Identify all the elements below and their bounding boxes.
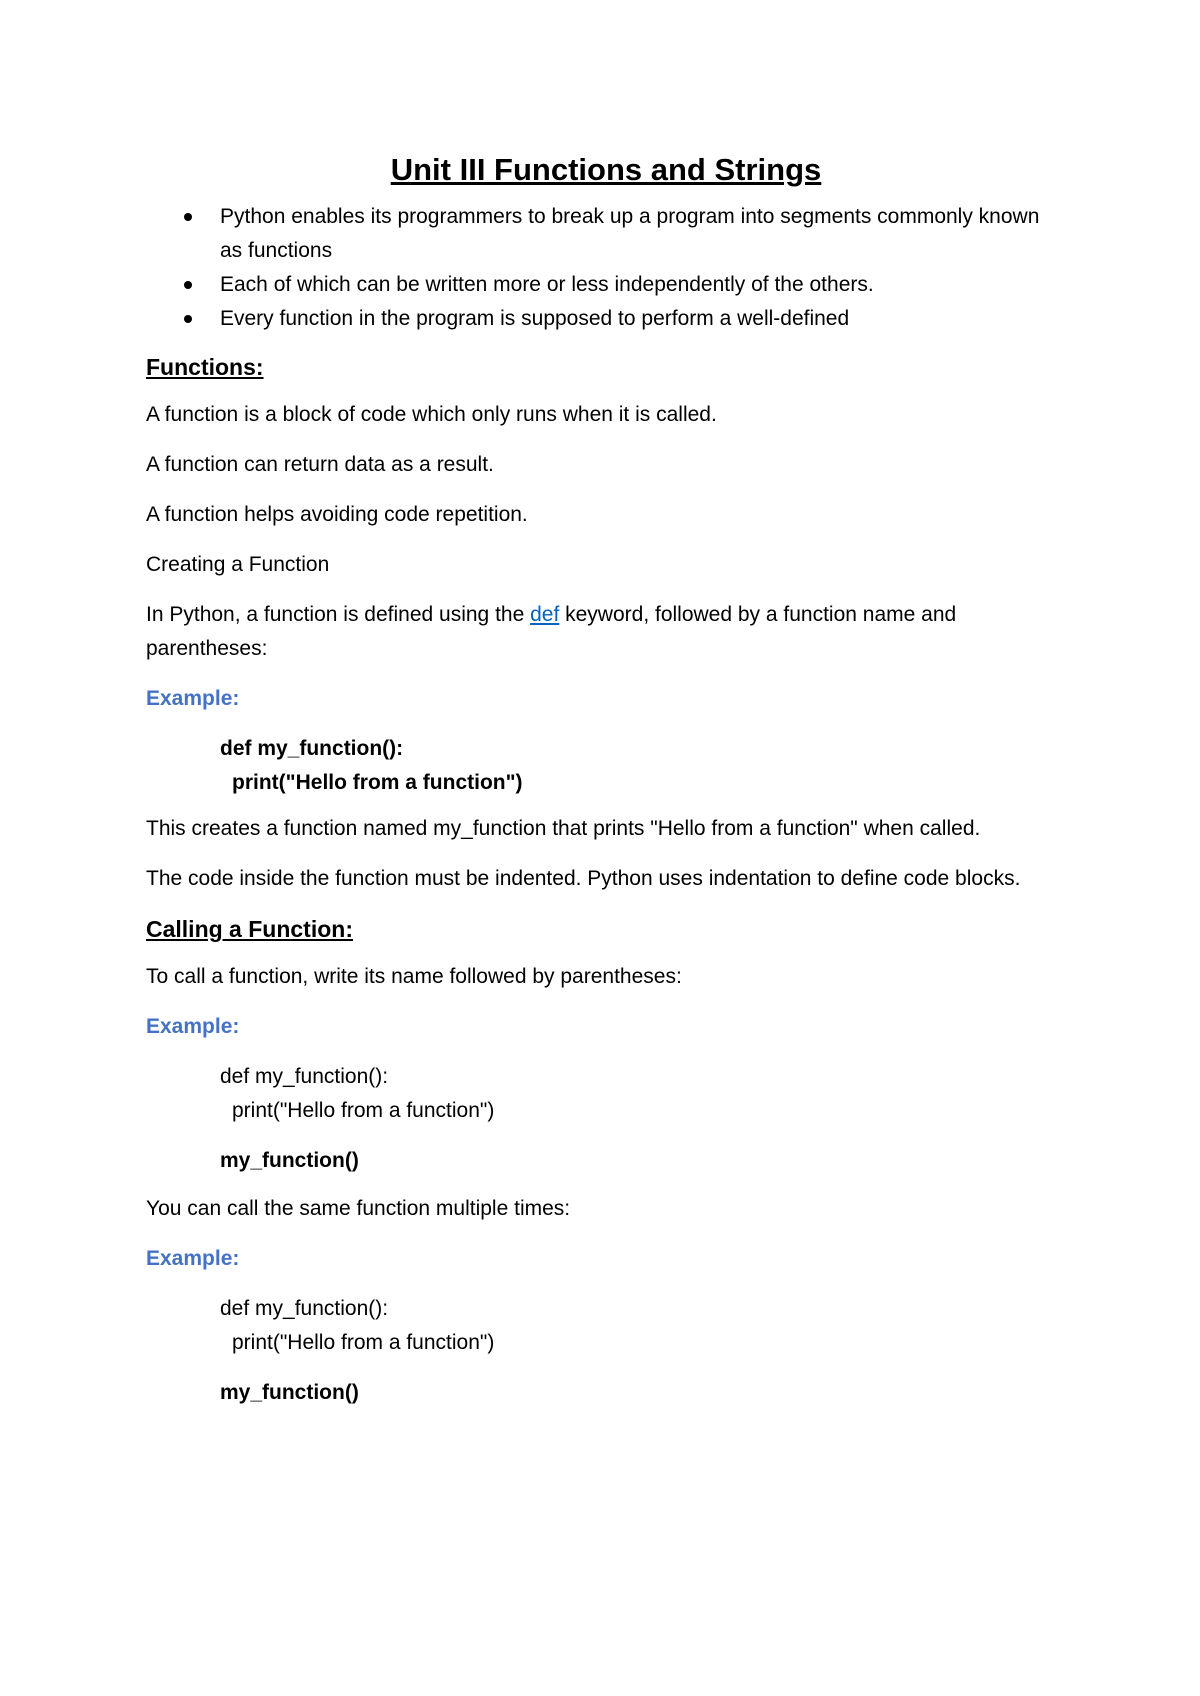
def-keyword-paragraph	[146, 598, 1066, 666]
example-label: Example:	[146, 1247, 240, 1270]
code-line: def my_function():	[220, 1297, 389, 1320]
creating-function-subheading: Creating a Function	[146, 553, 330, 576]
code-line: print("Hello from a function")	[232, 1099, 495, 1122]
paragraph: A function is a block of code which only runs when it is called.	[146, 403, 717, 426]
list-item	[220, 302, 1066, 336]
bullet-text: Python enables its programmers to break up a program into segments commonly known as functions	[220, 205, 1040, 262]
bullet-icon	[184, 281, 192, 289]
code-line: print("Hello from a function")	[232, 771, 523, 794]
code-block	[220, 732, 1066, 800]
code-line: def my_function():	[220, 737, 404, 760]
example-label: Example:	[146, 1015, 240, 1038]
functions-heading: Functions:	[146, 354, 264, 380]
intro-bullet-list	[146, 200, 1066, 336]
code-line: def my_function():	[220, 1065, 389, 1088]
document-content	[146, 148, 1066, 1424]
list-item	[220, 268, 1066, 302]
code-line: print("Hello from a function")	[232, 1331, 495, 1354]
paragraph: You can call the same function multiple times:	[146, 1197, 571, 1220]
paragraph: A function can return data as a result.	[146, 453, 494, 476]
bullet-text: Every function in the program is supposed to perform a well-defined	[220, 307, 850, 330]
list-item	[220, 200, 1066, 268]
paragraph: The code inside the function must be indented. Python uses indentation to define code blocks.	[146, 867, 1021, 890]
paragraph: A function helps avoiding code repetition.	[146, 503, 528, 526]
paragraph: This creates a function named my_function that prints "Hello from a function" when called.	[146, 817, 981, 840]
code-block	[220, 1292, 1066, 1360]
bullet-icon	[184, 315, 192, 323]
paragraph: To call a function, write its name followed by parentheses:	[146, 965, 682, 988]
bullet-icon	[184, 213, 192, 221]
calling-function-heading: Calling a Function:	[146, 916, 353, 942]
page-title: Unit III Functions and Strings	[390, 152, 822, 187]
def-keyword-link[interactable]: def	[530, 603, 560, 626]
function-call-line: my_function()	[220, 1149, 359, 1172]
code-block	[220, 1060, 1066, 1128]
def-sentence-start: In Python, a function is defined using the	[146, 603, 531, 626]
function-call-line: my_function()	[220, 1381, 359, 1404]
bullet-text: Each of which can be written more or less independently of the others.	[220, 273, 874, 296]
example-label: Example:	[146, 687, 240, 710]
def-sentence-end: keyword, followed by a function name and parentheses:	[146, 603, 957, 660]
